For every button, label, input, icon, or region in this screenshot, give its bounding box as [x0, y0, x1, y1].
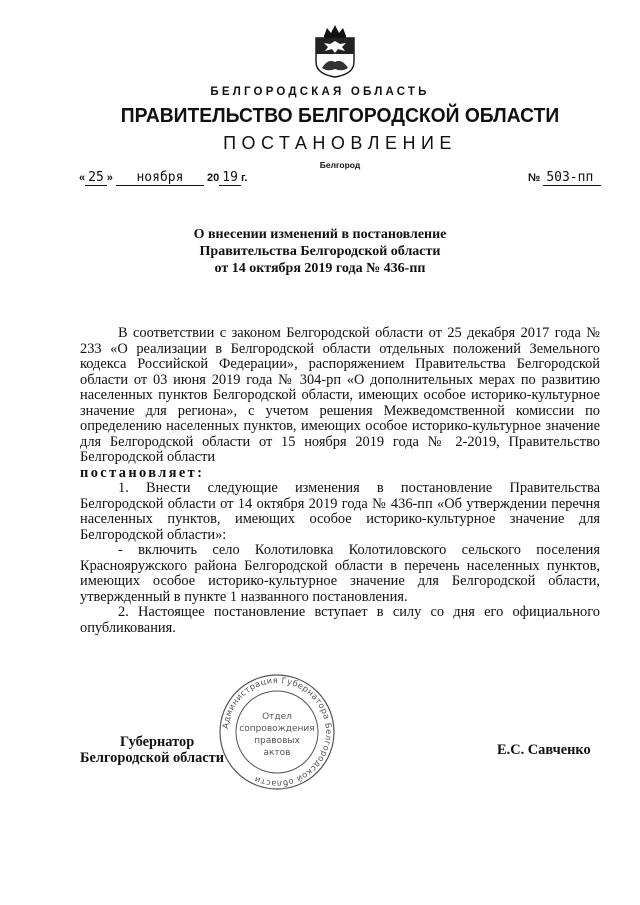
- region-heading: БЕЛГОРОДСКАЯ ОБЛАСТЬ: [210, 86, 430, 98]
- government-heading: ПРАВИТЕЛЬСТВО БЕЛГОРОДСКОЙ ОБЛАСТИ: [120, 104, 560, 127]
- date-close-quote: »: [106, 172, 113, 184]
- signatory-position: [80, 734, 260, 766]
- official-stamp: [218, 673, 336, 791]
- date-month: ноября: [116, 170, 204, 186]
- date-year-prefix: 20: [207, 172, 220, 184]
- coat-of-arms-icon: [312, 22, 358, 78]
- decree-number: [528, 170, 601, 186]
- date-year-suffix: 19: [219, 170, 241, 186]
- decree-title: [0, 226, 640, 277]
- item-2-paragraph: 2. Настоящее постановление вступает в силу со дня его официального опубликования.: [80, 604, 600, 636]
- signatory-name: Е.С. Савченко: [497, 742, 591, 758]
- stamp-line: правовых: [254, 736, 300, 746]
- title-line: О внесении изменений в постановление: [193, 227, 447, 242]
- date-day: 25: [85, 170, 107, 186]
- date-year-abbr: г.: [240, 172, 248, 184]
- stamp-line: сопровождения: [239, 724, 315, 734]
- stamp-ring-text: Администрация Губернатора Белгородской области: [220, 674, 335, 790]
- number-value: 503-пп: [543, 170, 601, 186]
- preamble-paragraph: В соответствии с законом Белгородской области от 25 декабря 2017 года № 233 «О реализации в Белгородской области отдельных положений Земельного кодекса Российской Федерации», распоряжением Правительства Белгородской области от 03 июня 2019 года № 304-рп «О дополнительных мерах по развитию населенных пунктов Белгородской области, имеющих особое историко-культурное значение для региона», с учетом решения Межведомственной комиссии по определению населенных пунктов, имеющих особое историко-культурное значение для Белгородской области от 15 ноября 2019 года № 2-2019, Правительство Белгородской области: [80, 325, 600, 465]
- title-line: Правительства Белгородской области: [199, 244, 441, 259]
- document-type-heading: ПОСТАНОВЛЕНИЕ: [223, 133, 457, 153]
- date-open-quote: «: [79, 172, 86, 184]
- title-line: от 14 октября 2019 года № 436-пп: [214, 261, 426, 276]
- stamp-line: актов: [263, 748, 291, 758]
- resolves-word: постановляет:: [80, 464, 205, 481]
- decree-body: [80, 326, 600, 636]
- item-1-subparagraph: - включить село Колотиловка Колотиловского сельского поселения Краснояружского района Белгородской области в перечень населенных пунктов, имеющих особое историко-культурное значение для Белгородской области, утвержденный в пункте 1 названного постановления.: [80, 542, 600, 605]
- stamp-line: Отдел: [262, 712, 292, 722]
- number-label: №: [528, 172, 541, 184]
- position-line: Белгородской области: [80, 750, 225, 766]
- position-line: Губернатор: [120, 734, 195, 750]
- city-label: Белгород: [319, 160, 361, 170]
- item-1-paragraph: 1. Внести следующие изменения в постановление Правительства Белгородской области от 14 октября 2019 года № 436-пп «Об утверждении перечня населенных пунктов, имеющих особое историко-культурное значение для Белгородской области»:: [80, 480, 600, 543]
- decree-date: [79, 170, 247, 186]
